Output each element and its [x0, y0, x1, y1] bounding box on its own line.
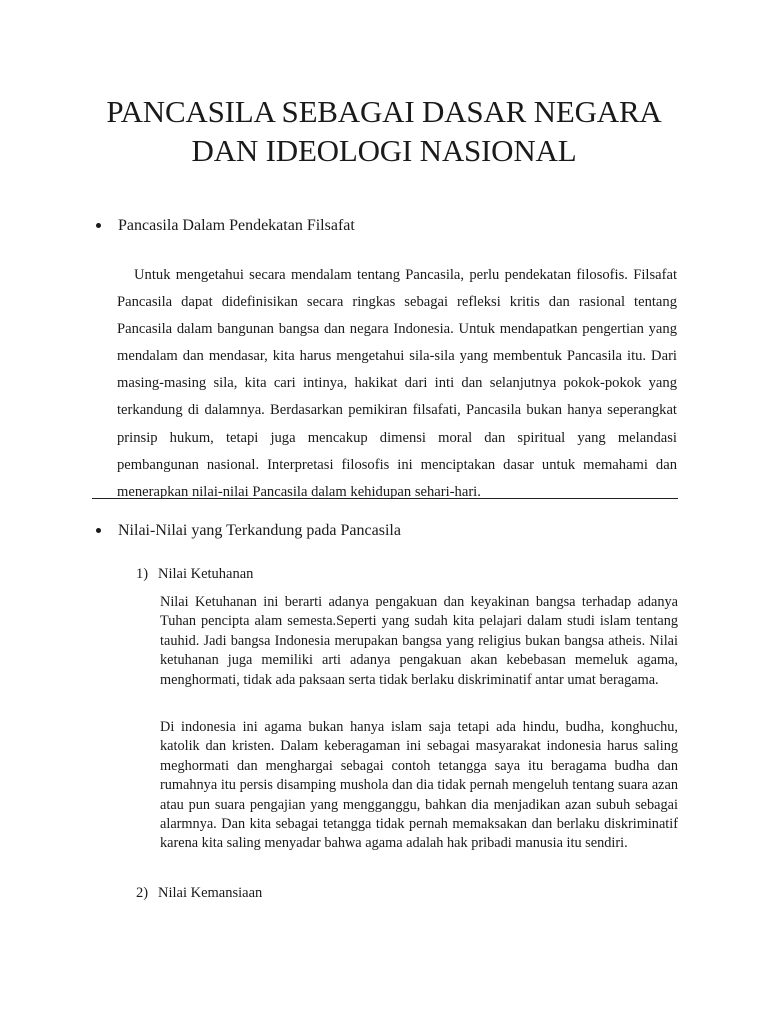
title-line-1: PANCASILA SEBAGAI DASAR NEGARA: [106, 94, 662, 129]
list-item-number: 2): [136, 885, 149, 901]
section-heading-label: Pancasila Dalam Pendekatan Filsafat: [118, 217, 355, 234]
section-heading-label: Nilai-Nilai yang Terkandung pada Pancasila: [118, 522, 401, 539]
horizontal-divider: [92, 498, 678, 499]
bullet-icon: [96, 528, 101, 533]
paragraph-ketuhanan-2: Di indonesia ini agama bukan hanya islam saja tetapi ada hindu, budha, konghuchu, katolik dan kristen. Dalam keberagaman ini sebagai masyarakat indonesia harus saling meghormati dan menghargai sebagai contoh tetangga saya itu beragama budha dan rumahnya itu persis disamping mushola dan dia tidak pernah mengeluh tentang suara azan atau pun suara pengajian yang mengganggu, bahkan dia menjadikan azan subuh sebagai alarmnya. Dan kita sebagai tetangga tidak pernah memaksakan dan berlaku diskriminatif karena kita saling menyadar bahwa agama adalah hak pribadi manusia itu sendiri.: [160, 719, 678, 852]
section-paragraph-filsafat: Untuk mengetahui secara mendalam tentang Pancasila, perlu pendekatan filosofis. Filsafat Pancasila dapat didefinisikan secara ringkas sebagai refleksi kritis dan rasional tentang Pancasila dalam bangunan bangsa dan negara Indonesia. Untuk mendapatkan pengertian yang mendalam dan mendasar, kita harus mengetahui sila-sila yang membentuk Pancasila itu. Dari masing-masing sila, kita cari intinya, hakikat dari inti dan selanjutnya pokok-pokok yang terkandung di dalamnya. Berdasarkan pemikiran filsafati, Pancasila bukan hanya seperangkat prinsip hukum, tetapi juga mencakup dimensi moral dan spiritual yang melandasi pembangunan nasional. Interpretasi filosofis ini menciptakan dasar untuk memahami dan menerapkan nilai-nilai Pancasila dalam kehidupan sehari-hari.: [117, 267, 677, 500]
list-item-label: Nilai Kemansiaan: [158, 885, 263, 901]
title-line-2: DAN IDEOLOGI NASIONAL: [191, 133, 577, 168]
document-title: [60, 92, 708, 170]
list-item-label: Nilai Ketuhanan: [158, 566, 254, 582]
paragraph-ketuhanan-1: Nilai Ketuhanan ini berarti adanya pengakuan dan keyakinan bangsa terhadap adanya Tuhan pencipta alam semesta.Seperti yang sudah kita pelajari dalam studi islam tentang tauhid. Jadi bangsa Indonesia merupakan bangsa yang religius bukan bangsa atheis. Nilai ketuhanan juga memiliki arti adanya pengakuan akan kebebasan memeluk agama, menghormati, tidak ada paksaan serta tidak berlaku diskriminatif antar umat beragama.: [160, 594, 678, 688]
bullet-icon: [96, 223, 101, 228]
list-item-number: 1): [136, 566, 149, 582]
